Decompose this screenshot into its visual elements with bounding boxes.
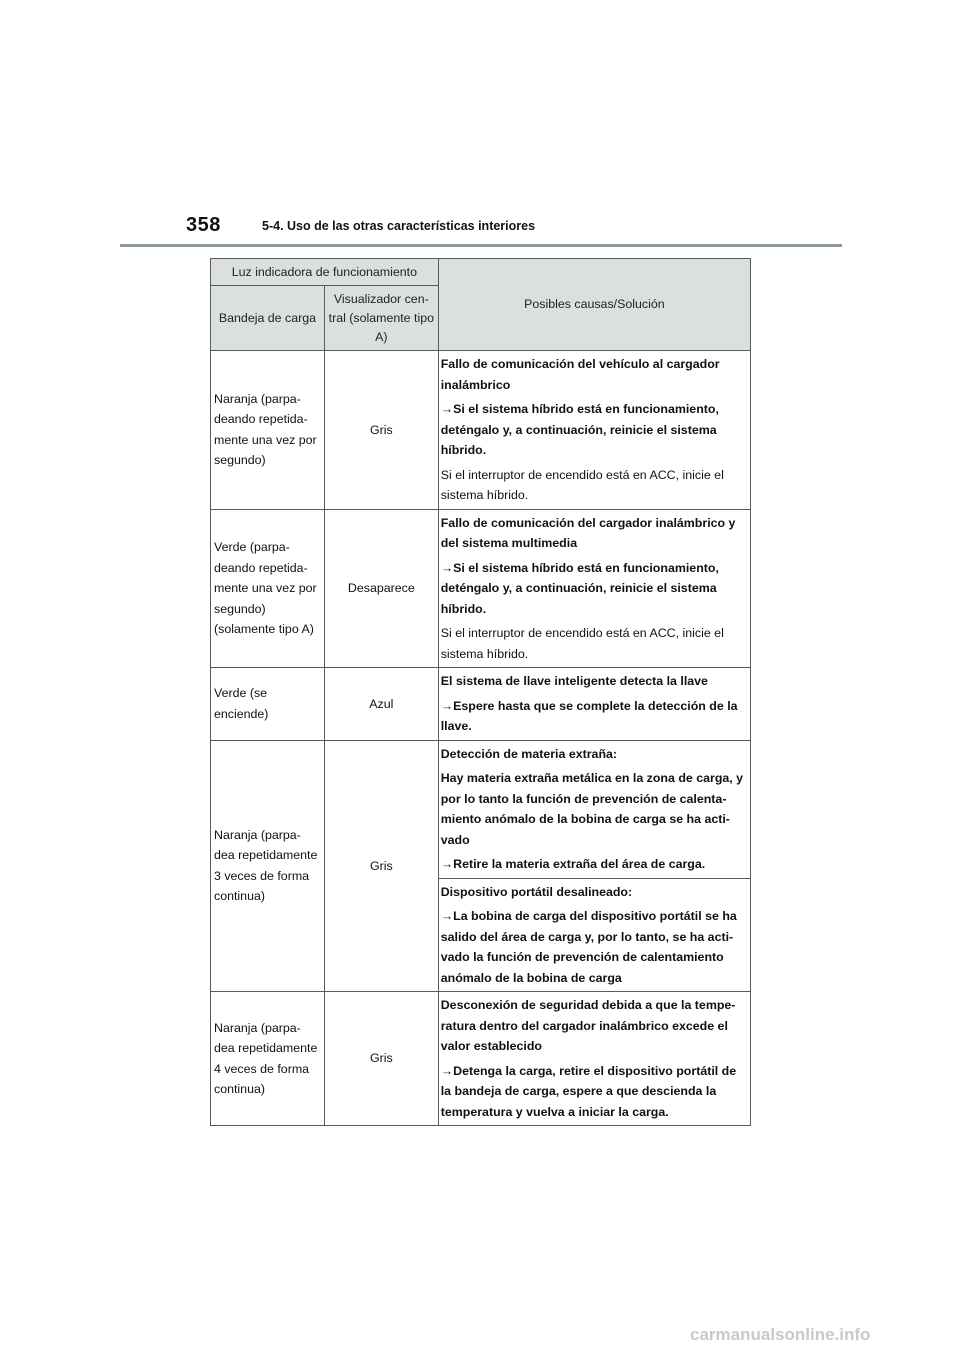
action-text [441, 399, 748, 461]
cause-text: Desconexión de seguridad debida a que la tempe-ratura dentro del cargador inalámbrico excede el valor establecido [440, 998, 736, 1053]
cause-text: Detección de materia extraña: [440, 746, 618, 761]
group-header: Luz indicadora de funcionamiento [211, 259, 439, 286]
cause-text: Fallo de comunicación del vehículo al cargador inalámbrico [440, 357, 720, 392]
table-row [211, 509, 751, 668]
action-label: Retire la materia extraña del área de carga. [453, 857, 706, 871]
display-cell: Gris [324, 992, 438, 1126]
arrow-icon: → [440, 857, 454, 871]
solution-cell [438, 992, 750, 1126]
action-label: La bobina de carga del dispositivo portátil se ha salido del área de carga y, por lo tanto, se ha acti-vado la función de prevención de calentamiento anómalo de la bobina de carga [440, 909, 737, 985]
display-cell: Desaparece [324, 509, 438, 668]
arrow-icon: → [440, 909, 454, 923]
indicator-table [210, 258, 751, 1126]
display-cell: Gris [324, 740, 438, 992]
led-cell: Naranja (parpa-deando repetida-mente una vez por segundo) [211, 351, 325, 510]
table-row [211, 668, 751, 741]
action-text [441, 696, 748, 737]
action-text [441, 558, 748, 620]
action-text [441, 854, 748, 875]
note-text: Si el interruptor de encendido está en ACC, inicie el sistema híbrido. [440, 467, 724, 502]
solution-cell [438, 351, 750, 510]
display-cell: Gris [324, 351, 438, 510]
display-cell: Azul [324, 668, 438, 741]
led-cell: Naranja (parpa-dea repetidamente 3 veces de forma continua) [211, 740, 325, 992]
led-cell: Naranja (parpa-dea repetidamente 4 veces de forma continua) [211, 992, 325, 1126]
cause-text: Fallo de comunicación del cargador inalámbrico y del sistema multimedia [440, 515, 736, 550]
header-rule [120, 244, 842, 247]
tray-header: Bandeja de carga [211, 286, 325, 351]
solution-cell [438, 509, 750, 668]
action-text [441, 1061, 748, 1123]
action-label: Si el sistema híbrido está en funcionamiento, deténgalo y, a continuación, reinicie el sistema híbrido. [440, 402, 719, 457]
action-label: Si el sistema híbrido está en funcionamiento, deténgalo y, a continuación, reinicie el sistema híbrido. [440, 560, 719, 616]
cause-text: El sistema de llave inteligente detecta la llave [440, 674, 708, 688]
note-text: Si el interruptor de encendido está en ACC, inicie el sistema híbrido. [440, 626, 724, 661]
action-text [441, 906, 748, 988]
action-label: Espere hasta que se complete la detección de la llave. [440, 698, 738, 733]
page-number: 358 [186, 214, 221, 236]
solution-cell [438, 878, 750, 992]
cause-text: Dispositivo portátil desalineado: [440, 884, 633, 899]
led-cell: Verde (se enciende) [211, 668, 325, 741]
detail-text: Hay materia extraña metálica en la zona de carga, y por lo tanto la función de prevención de calenta-miento anómalo de la bobina de carga se ha acti-vado [440, 771, 744, 847]
table-row [211, 992, 751, 1126]
section-title: 5-4. Uso de las otras características interiores [262, 219, 536, 233]
action-label: Detenga la carga, retire el dispositivo portátil de la bandeja de carga, espere a que descienda la temperatura y vuelva a iniciar la carga. [440, 1063, 737, 1119]
arrow-icon: → [440, 560, 454, 575]
watermark: carmanualsonline.info [690, 1325, 871, 1344]
arrow-icon: → [440, 698, 454, 713]
led-cell: Verde (parpa-deando repetida-mente una vez por segundo) (solamente tipo A) [211, 509, 325, 668]
display-header: Visualizador cen-tral (solamente tipo A) [324, 286, 438, 351]
table-row [211, 740, 751, 878]
table-row [211, 351, 751, 510]
solution-cell [438, 668, 750, 741]
arrow-icon: → [440, 402, 454, 416]
arrow-icon: → [440, 1063, 454, 1078]
table-header-row [211, 259, 751, 286]
solution-header: Posibles causas/Solución [438, 259, 750, 351]
solution-cell [438, 740, 750, 878]
